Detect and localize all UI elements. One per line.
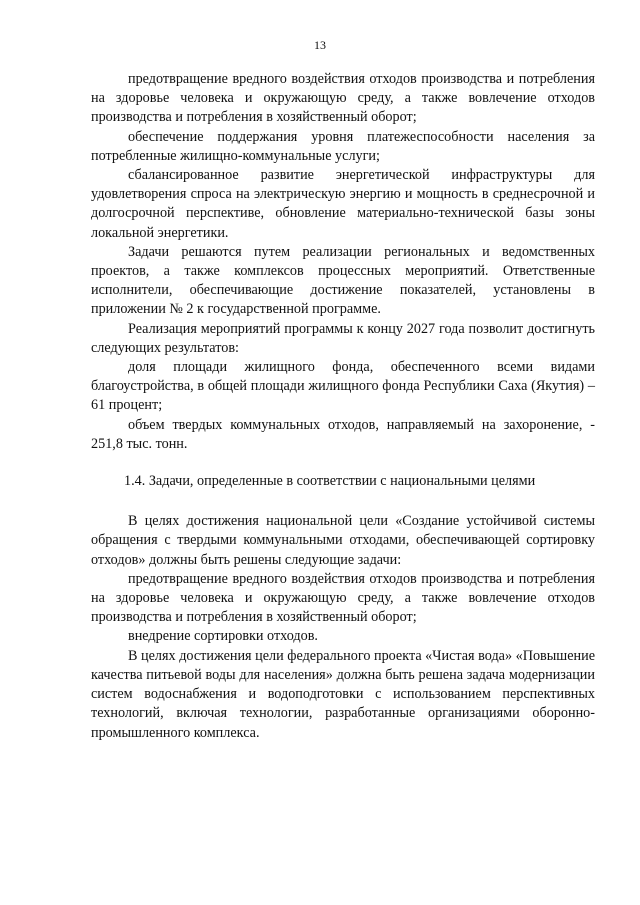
paragraph-payment-capacity: обеспечение поддержания уровня платежеспособности населения за потребленные жилищно-коммунальные услуги; (91, 128, 595, 164)
document-body (91, 70, 595, 743)
paragraph-waste-sorting: внедрение сортировки отходов. (128, 628, 318, 645)
section-heading: 1.4. Задачи, определенные в соответствии с национальными целями (124, 473, 536, 490)
paragraph-tasks-implementation: Задачи решаются путем реализации региональных и ведомственных проектов, а также комплексов процессных мероприятий. Ответственные исполнители, обеспечивающие достижение показателей, установлены в приложении № 2 к государственной программе. (91, 243, 595, 318)
paragraph-waste-prevention-repeat: предотвращение вредного воздействия отходов производства и потребления на здоровье человека и окружающую среду, а также вовлечение отходов производства и потребления в хозяйственный оборот; (91, 570, 595, 626)
page-number: 13 (314, 38, 326, 52)
paragraph-waste-volume: объем твердых коммунальных отходов, направляемый на захоронение, - 251,8 тыс. тонн. (91, 416, 595, 452)
paragraph-housing-share: доля площади жилищного фонда, обеспеченного всеми видами благоустройства, в общей площади жилищного фонда Республики Саха (Якутия) – 61 процент; (91, 359, 595, 414)
paragraph-energy-infrastructure: сбалансированное развитие энергетической инфраструктуры для удовлетворения спроса на электрическую энергию и мощность в среднесрочной и долгосрочной перспективе, обновление материально-технической базы зоны локальной энергетики. (91, 167, 595, 241)
paragraph-clean-water: В целях достижения цели федерального проекта «Чистая вода» «Повышение качества питьевой воды для населения» должна быть решена задача модернизации систем водоснабжения и водоподготовки с использованием перспективных технологий, включая технологии, разработанные организациями оборонно-промышленного комплекса. (91, 647, 595, 741)
paragraph-waste-prevention: предотвращение вредного воздействия отходов производства и потребления на здоровье человека и окружающую среду, а также вовлечение отходов производства и потребления в хозяйственный оборот; (91, 71, 595, 126)
paragraph-national-goal: В целях достижения национальной цели «Создание устойчивой системы обращения с твердыми коммунальными отходами, обеспечивающей сортировку отходов» должны быть решены следующие задачи: (91, 513, 595, 568)
paragraph-expected-results: Реализация мероприятий программы к концу 2027 года позволит достигнуть следующих результатов: (91, 320, 595, 356)
